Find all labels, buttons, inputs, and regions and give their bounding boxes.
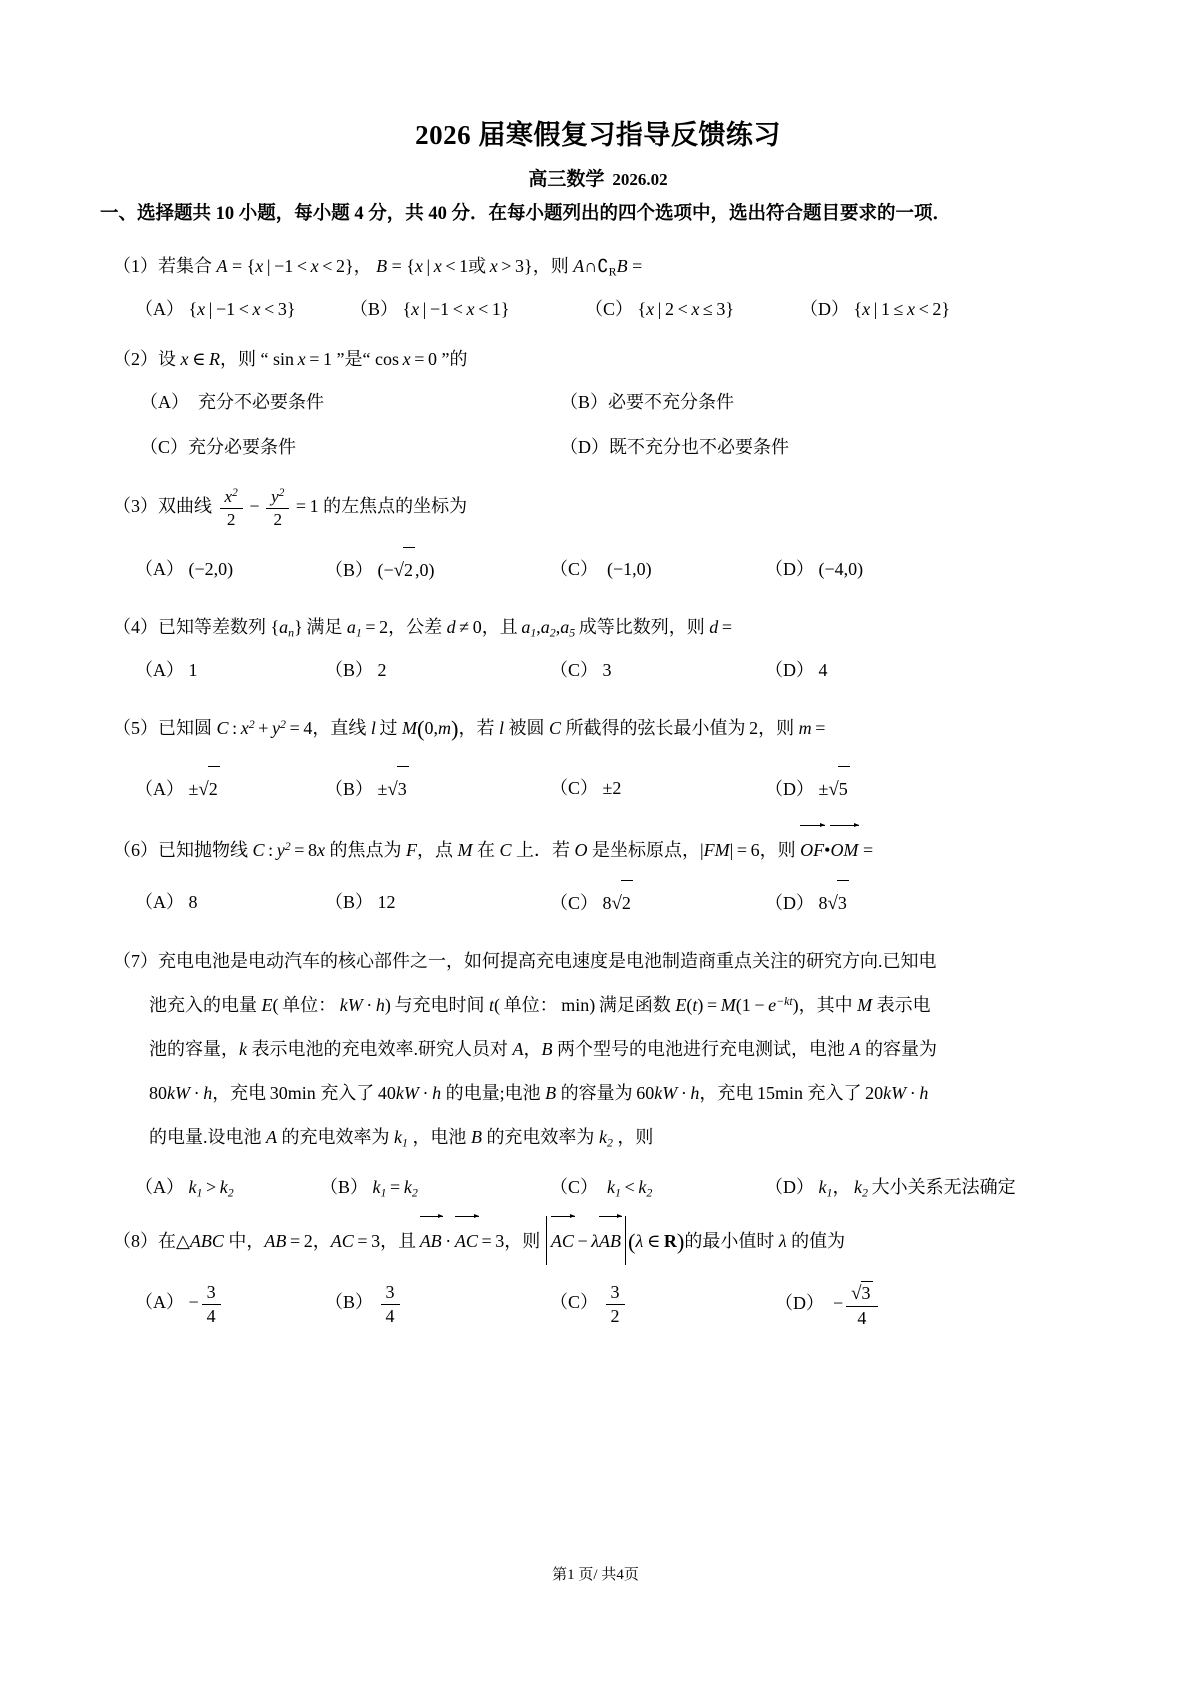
question-2-options-row1 [105,380,1091,425]
option-1-C-label: （C） [585,299,634,320]
question-7-line-3: 池的容量，k 表示电池的充电效率.研究人员对 A，B 两个型号的电池进行充电测试，电池 A 的容量为 [149,1038,937,1059]
vector-om: OM [830,827,858,871]
vector-ab: AB [420,1218,442,1262]
option-2-A[interactable] [140,380,560,425]
question-5-stem: （5）已知圆 C : $x^2 + y^2 = 4$，直线 l 过 M(0,m)，若 l 被圆 C 所截得的弦长最小值为 2，则 m = [113,716,826,742]
option-2-D[interactable] [560,425,789,470]
question-4 [105,606,1091,693]
option-5-D[interactable]: （D） ±√5 [765,766,850,813]
question-8 [105,1216,1091,1329]
option-4-C-text: 3 [602,660,612,681]
question-2 [105,338,1091,470]
option-3-D[interactable]: （D） (−4,0) [765,558,864,579]
option-2-B[interactable] [560,380,734,425]
option-1-B-label: （B） [350,299,399,320]
page-footer: 第1 页/ 共4页 [552,1567,639,1583]
option-3-A[interactable]: （A） (−2,0) [135,558,234,579]
option-8-B[interactable]: （B） $\frac{3}{4}$ [325,1281,550,1327]
question-5-number: （5） [113,718,158,739]
option-6-B[interactable]: （B） 12 [325,891,396,912]
question-7-line-5: 的电量.设电池 A 的充电效率为 $k_1$ ，电池 B 的充电效率为 $k_2$ ，则 [149,1127,654,1150]
option-1-A[interactable]: （A） {x | −1 < x < 3} [135,299,296,320]
option-1-B[interactable]: （B） {x | −1 < x < 1} [350,299,510,320]
question-6 [105,827,1091,927]
option-7-D-label: （D） [765,1177,814,1198]
option-8-C[interactable]: （C） $\frac{3}{2}$ [550,1281,775,1327]
option-2-C[interactable] [140,425,560,470]
option-6-A[interactable]: （A） 8 [135,891,198,912]
question-6-options [105,880,1091,927]
question-6-stem: （6）已知抛物线 C : $y^2 = 8x$ 的焦点为 F，点 M 在 C 上．若 O 是坐标原点，|FM| = 6，则 OF•OM = [105,827,1091,871]
question-2-stem: （2）设 x ∈ R，则 “ sin x = 1 ”是“ cos x = 0 ”的 [113,349,468,370]
option-5-B[interactable]: （B） ±√3 [325,766,550,813]
question-2-number: （2） [113,349,158,370]
option-8-D-label: （D） [775,1293,824,1314]
option-7-B-label: （B） [320,1177,369,1198]
question-5 [105,703,1091,813]
option-7-C-label: （C） [550,1177,599,1198]
option-5-B-label: （B） [325,778,374,799]
option-8-B-label: （B） [325,1292,374,1313]
option-1-D-label: （D） [800,299,849,320]
question-4-options [105,648,1091,693]
question-7-stem [105,939,1091,1159]
option-6-D[interactable]: （D） 8√3 [765,880,849,927]
option-2-D-text: 既不充分也不必要条件 [609,437,789,458]
option-2-C-label: （C） [140,437,189,458]
option-3-B[interactable]: （B） (−√2 ,0) [325,547,550,594]
option-3-A-label: （A） [135,558,184,579]
question-1-number: （1） [113,255,158,276]
option-5-C[interactable]: （C） ±2 [550,777,622,798]
option-6-C[interactable]: （C） 8√2 [550,880,765,927]
option-2-B-text: 必要不充分条件 [608,392,735,413]
option-8-A[interactable]: （A） − $\frac{3}{4}$ [135,1281,325,1327]
section-heading: 一、选择题共 10 小题，每小题 4 分，共 40 分．在每小题列出的四个选项中，选出符合题目要求的一项． [100,204,952,224]
option-5-A[interactable]: （A） ±√2 [135,766,325,813]
question-1 [105,245,1091,332]
option-1-A-label: （A） [135,299,184,320]
option-6-B-label: （B） [325,891,374,912]
option-3-C[interactable]: （C） (−1,0) [550,558,652,579]
option-4-D[interactable] [765,648,828,693]
option-3-D-label: （D） [765,558,814,579]
option-4-A-label: （A） [135,660,184,681]
vector-ac: AC [455,1218,478,1262]
option-4-C-label: （C） [550,660,599,681]
option-4-A-text: 1 [188,660,198,681]
question-8-number: （8） [113,1231,158,1252]
option-1-C[interactable]: （C） {x | 2 < x ≤ 3} [585,299,735,320]
option-1-D[interactable]: （D） {x | 1 ≤ x < 2} [800,299,951,320]
option-7-A[interactable]: （A） $k_1 > k_2$ [135,1177,234,1200]
option-4-D-text: 4 [818,660,828,681]
option-5-D-label: （D） [765,778,814,799]
option-7-B[interactable]: （B） $k_1 = k_2$ [320,1177,418,1200]
question-4-number: （4） [113,616,158,637]
question-3-options [105,547,1091,594]
question-7 [105,939,1091,1210]
option-4-A[interactable] [135,648,325,693]
option-8-D[interactable]: （D） − $\frac{√3}{4}$ [775,1281,881,1329]
option-6-C-label: （C） [550,892,599,913]
option-2-B-label: （B） [560,392,609,413]
question-8-options [105,1281,1091,1329]
question-2-options-row2 [105,425,1091,470]
option-2-D-label: （D） [560,437,609,458]
option-4-B[interactable] [325,648,550,693]
subject-line [105,164,1091,191]
question-3-stem: （3）双曲线 $\frac{x^2}{2}$ − $\frac{y^2}{2}$ = 1 的左焦点的坐标为 [113,487,468,529]
question-3-number: （3） [113,496,158,517]
option-3-B-label: （B） [325,559,374,580]
question-7-options [105,1165,1091,1210]
question-7-line-2: 池充入的电量 E( 单位： kW · h) 与充电时间 t( 单位： min) 满足函数 $E(t) = M(1 - e^{-kt})$，其中 M 表示电 [149,993,931,1015]
question-8-stem: （8）在△ABC 中，AB = 2，AC = 3，且 AB · AC = 3，则 AC − λAB (λ ∈ R)的最小值时 λ 的值为 [105,1216,1091,1269]
option-2-A-text: 充分不必要条件 [198,392,324,413]
exam-date: 2026.02 [612,170,668,189]
question-7-line-4: 80kW · h，充电 30min 充入了 40kW · h 的电量;电池 B 的容量为 60kW · h，充电 15min 充入了 20kW · h [149,1083,929,1104]
question-1-stem: （1）若集合 A = {x | −1 < x < 2}， B = {x | x < 1或 x > 3}，则 $A\cap∁_RB$ = [113,255,643,279]
page-title: 2026 届寒假复习指导反馈练习 [415,120,781,150]
vector-of: OF [800,827,824,871]
option-4-B-label: （B） [325,660,374,681]
option-2-C-text: 充分必要条件 [188,437,297,458]
option-5-C-label: （C） [550,777,599,798]
option-8-C-label: （C） [550,1292,599,1313]
question-7-number: （7） [113,950,158,971]
option-4-C[interactable] [550,648,765,693]
option-7-A-label: （A） [135,1177,184,1198]
question-3 [105,480,1091,593]
question-4-stem: （4）已知等差数列 $\{a_n\}$ 满足 $a_1 = 2$，公差 d ≠ 0，且 $a_1,a_2,a_5$ 成等比数列，则 d = [113,616,733,640]
option-3-C-label: （C） [550,558,599,579]
option-6-D-label: （D） [765,892,814,913]
abs-expression: AC − λAB [546,1216,626,1264]
question-7-line-1: 充电电池是电动汽车的核心部件之一，如何提高充电速度是电池制造商重点关注的研究方向.已知电 [158,950,937,971]
option-8-A-label: （A） [135,1292,184,1313]
option-7-C[interactable]: （C） $k_1 < k_2$ [550,1177,653,1200]
question-6-number: （6） [113,840,158,861]
subject-name: 高三数学 [528,169,605,190]
question-5-options [105,766,1091,813]
option-5-A-label: （A） [135,778,184,799]
option-2-A-label: （A） [140,392,189,413]
question-1-options [105,287,1091,332]
option-6-A-label: （A） [135,891,184,912]
option-4-B-text: 2 [377,660,387,681]
option-7-D[interactable]: （D） $k_1$， $k_2$ 大小关系无法确定 [765,1177,1016,1200]
option-4-D-label: （D） [765,660,814,681]
